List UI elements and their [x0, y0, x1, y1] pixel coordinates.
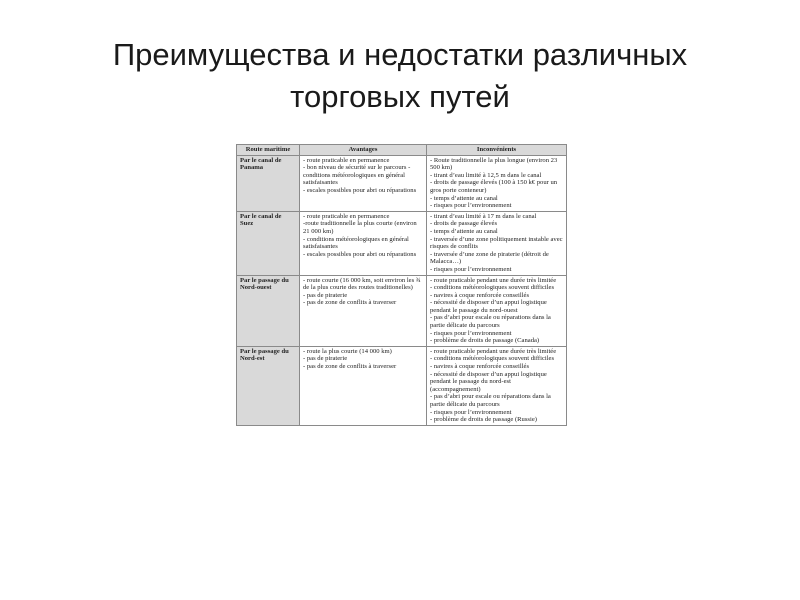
avantages-item: -route traditionnelle la plus courte (environ 21 000 km) — [303, 220, 417, 235]
inconvenients-item: - problème de droits de passage (Russie) — [430, 416, 537, 424]
inconvenients-item: - navires à coque renforcée conseillés — [430, 291, 530, 299]
inconvenients-item: - pas d’abri pour escale ou réparations dans la partie délicate du parcours — [430, 393, 551, 408]
avantages-item: - pas de zone de conflits à traverser — [303, 299, 397, 307]
avantages-item: - conditions météorologiques en général satisfaisantes — [303, 235, 409, 251]
inconvenients-item: - navires à coque renforcée conseillés — [430, 363, 530, 371]
avantages-item: - escales possibles pour abri ou réparations — [303, 186, 417, 194]
avantages-cell — [300, 155, 427, 211]
inconvenients-cell — [427, 275, 567, 346]
route-name-cell: Par le passage du Nord-ouest — [237, 275, 300, 346]
inconvenients-cell — [427, 346, 567, 425]
inconvenients-cell — [427, 211, 567, 275]
avantages-cell — [300, 211, 427, 275]
route-name-cell: Par le canal de Panama — [237, 155, 300, 211]
inconvenients-item: - traversée d’une zone politiquement instable avec risques de conflits — [430, 235, 563, 251]
route-name-cell: Par le canal de Suez — [237, 211, 300, 275]
comparison-table-image — [236, 144, 566, 426]
inconvenients-item: - temps d’attente au canal — [430, 227, 498, 235]
avantages-item: - pas de piraterie — [303, 291, 348, 299]
avantages-item: - route la plus courte (14 000 km) — [303, 347, 392, 355]
inconvenients-item: - pas d’abri pour escale ou réparations dans la partie délicate du parcours — [430, 314, 551, 330]
slide-title-line-1: Преимущества и недостатки различных — [112, 37, 688, 72]
header-inconvenients: Inconvénients — [427, 145, 567, 156]
inconvenients-item: - conditions météorologiques souvent difficiles — [430, 284, 555, 292]
table-row — [237, 275, 567, 346]
avantages-item: - escales possibles pour abri ou réparations — [303, 250, 417, 258]
inconvenients-item: - droits de passage élevés (100 à 150 k€ pour un gros porte conteneur) — [430, 179, 558, 194]
avantages-cell — [300, 346, 427, 425]
inconvenients-item: - droits de passage élevés — [430, 220, 498, 228]
table-row — [237, 346, 567, 425]
inconvenients-item: - tirant d’eau limité à 12,5 m dans le canal — [430, 171, 542, 179]
avantages-cell — [300, 275, 427, 346]
comparison-table — [236, 144, 567, 426]
inconvenients-item: - conditions météorologiques souvent difficiles — [430, 355, 555, 363]
inconvenients-item: - Route traditionnelle la plus longue (environ 23 500 km) — [430, 156, 558, 172]
route-name-cell: Par le passage du Nord-est — [237, 346, 300, 425]
table-header-row — [237, 145, 567, 156]
slide-title-line-2: торговых путей — [290, 79, 510, 114]
avantages-item: - route praticable en permanence — [303, 156, 390, 164]
inconvenients-item: - traversée d’une zone de piraterie (détroit de Malacca…) — [430, 250, 549, 266]
inconvenients-item: - risques pour l’environnement — [430, 265, 512, 273]
header-avantages: Avantages — [300, 145, 427, 156]
avantages-item: - route praticable en permanence — [303, 212, 390, 220]
inconvenients-item: - risques pour l’environnement — [430, 202, 512, 210]
avantages-item: - route courte (16 000 km, soit environ les ¾ de la plus courte des routes traditionelles) — [303, 276, 421, 292]
inconvenients-cell — [427, 155, 567, 211]
inconvenients-item: - risques pour l’environnement — [430, 329, 512, 337]
inconvenients-item: - route praticable pendant une durée très limitée — [430, 347, 557, 355]
inconvenients-item: - tirant d’eau limité à 17 m dans le canal — [430, 212, 537, 220]
inconvenients-item: - route praticable pendant une durée très limitée — [430, 276, 557, 284]
inconvenients-item: - nécessité de disposer d’un appui logistique pendant le passage du nord-ouest — [430, 299, 547, 314]
inconvenients-item: - temps d’attente au canal — [430, 194, 498, 202]
avantages-item: - pas de piraterie — [303, 355, 348, 363]
inconvenients-item: - risques pour l’environnement — [430, 408, 512, 416]
avantages-item: - bon niveau de sécurité sur le parcours - conditions météorologiques en général satisfaisantes — [303, 164, 411, 187]
slide-title — [40, 34, 760, 118]
table-row — [237, 211, 567, 275]
inconvenients-item: - problème de droits de passage (Canada) — [430, 337, 540, 345]
avantages-item: - pas de zone de conflits à traverser — [303, 363, 397, 371]
inconvenients-item: - nécessité de disposer d’un appui logistique pendant le passage du nord-est (accompagnement) — [430, 370, 547, 393]
table-row — [237, 155, 567, 211]
header-route: Route maritime — [237, 145, 300, 156]
